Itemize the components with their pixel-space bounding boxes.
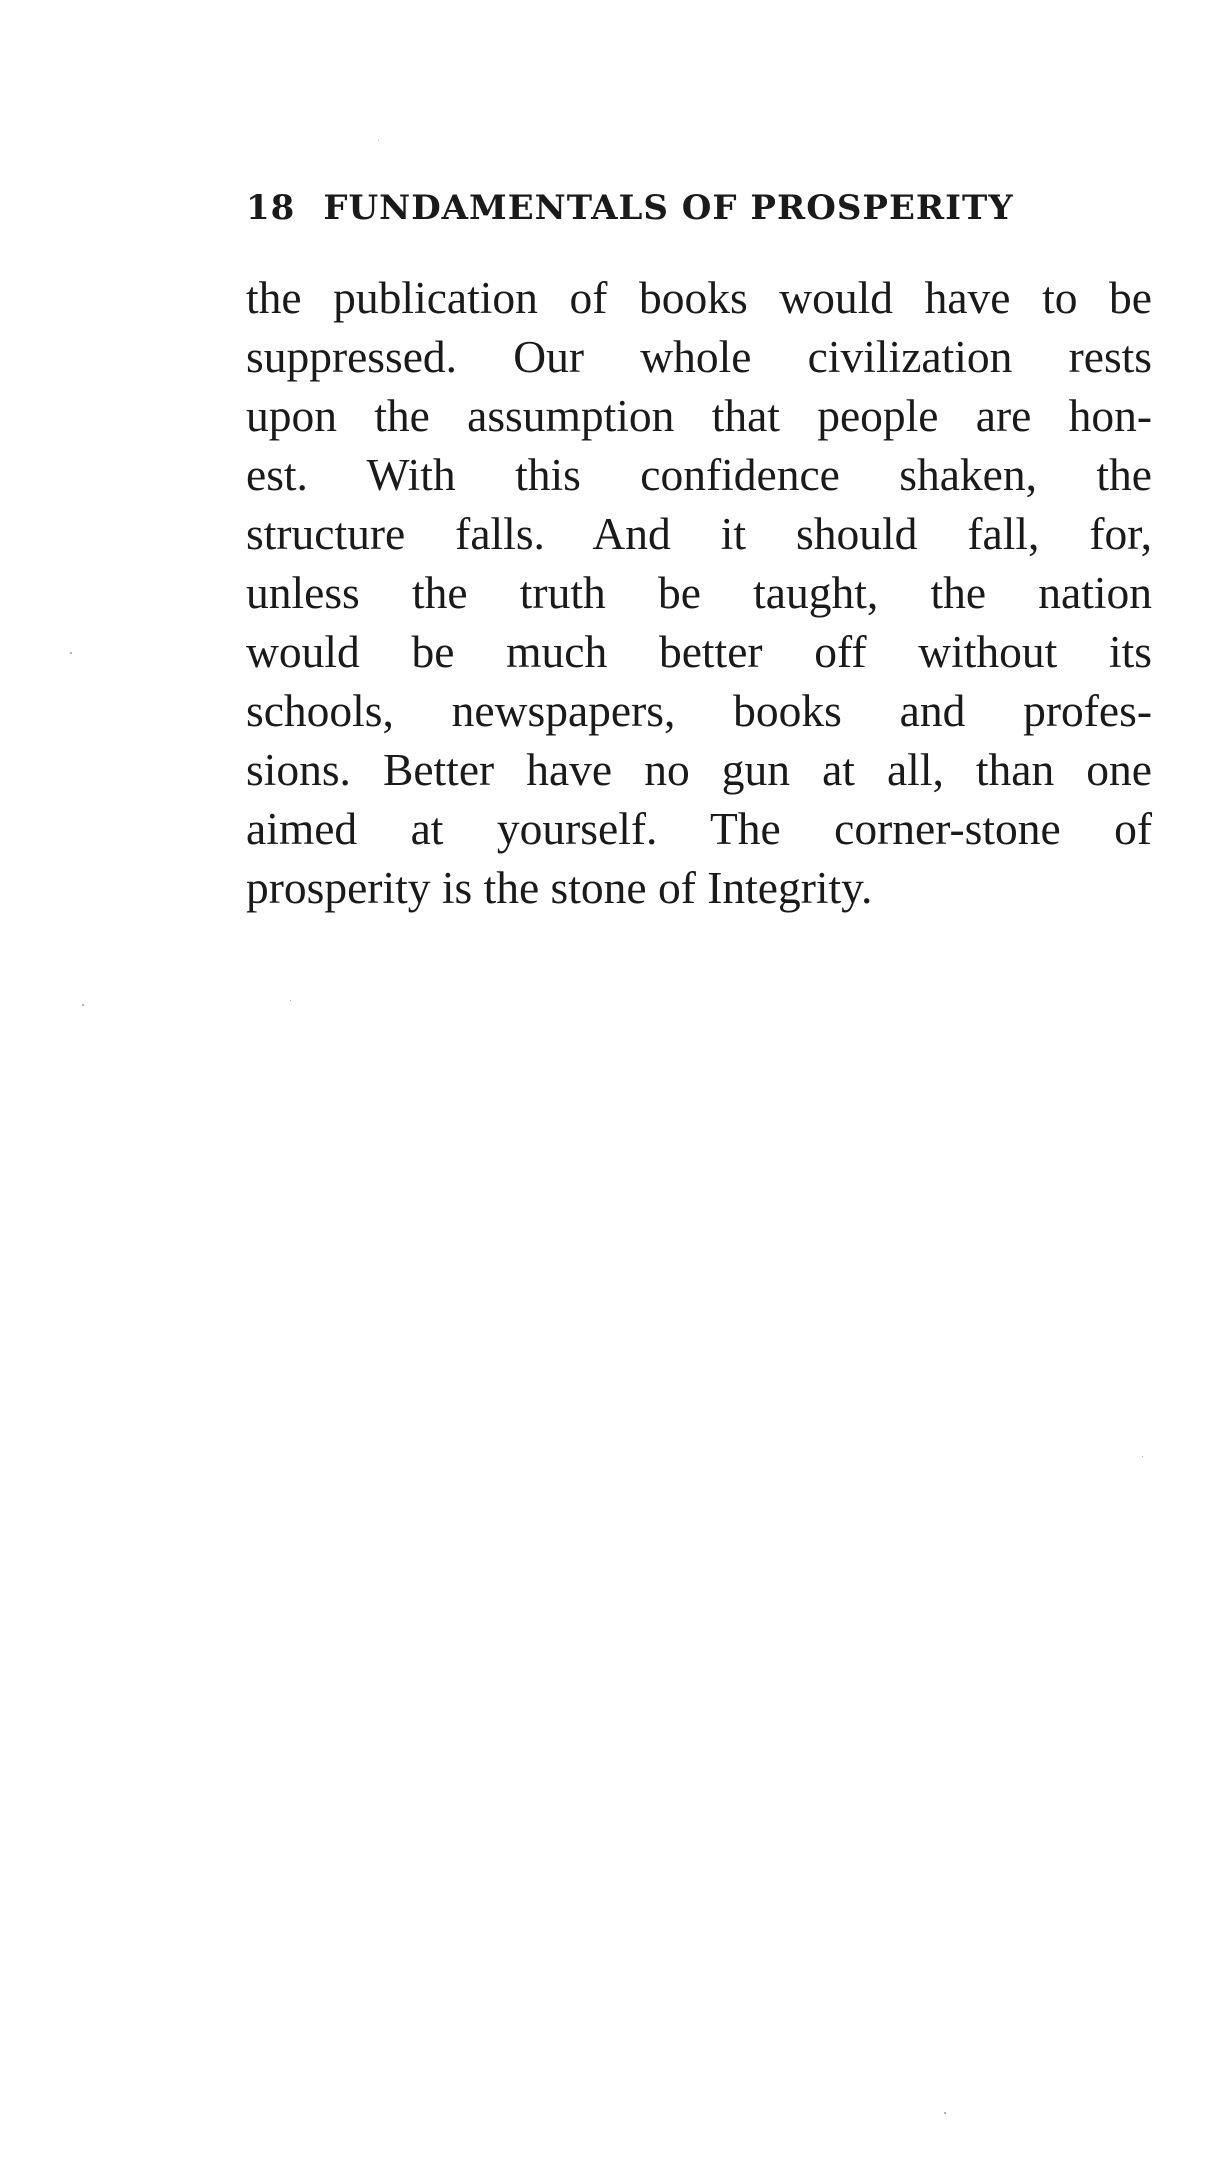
running-title: FUNDAMENTALS OF PROSPERITY — [323, 188, 1014, 228]
scan-speck — [290, 1000, 291, 1001]
text-line: prosperity is the stone of Integrity. — [246, 862, 873, 913]
text-line: the publication of books would have to be — [246, 272, 1152, 323]
text-line: structure falls. And it should fall, for, — [246, 508, 1152, 559]
text-line: upon the assumption that people are hon- — [246, 390, 1152, 441]
running-head — [246, 182, 1166, 234]
scan-speck — [378, 140, 379, 141]
text-line: schools, newspapers, books and profes- — [246, 685, 1152, 736]
text-line: est. With this confidence shaken, the — [246, 449, 1152, 500]
text-line: unless the truth be taught, the nation — [246, 567, 1152, 618]
scan-speck — [82, 1004, 84, 1006]
scan-speck — [944, 2112, 946, 2114]
scan-speck — [70, 652, 72, 654]
page-number: 18 — [246, 188, 296, 228]
text-line: aimed at yourself. The corner-stone of — [246, 803, 1152, 854]
body-paragraph — [246, 268, 1152, 917]
text-line: sions. Better have no gun at all, than one — [246, 744, 1152, 795]
scan-speck — [1142, 1456, 1143, 1457]
text-line: would be much better off without its — [246, 626, 1152, 677]
text-line: suppressed. Our whole civilization rests — [246, 331, 1152, 382]
